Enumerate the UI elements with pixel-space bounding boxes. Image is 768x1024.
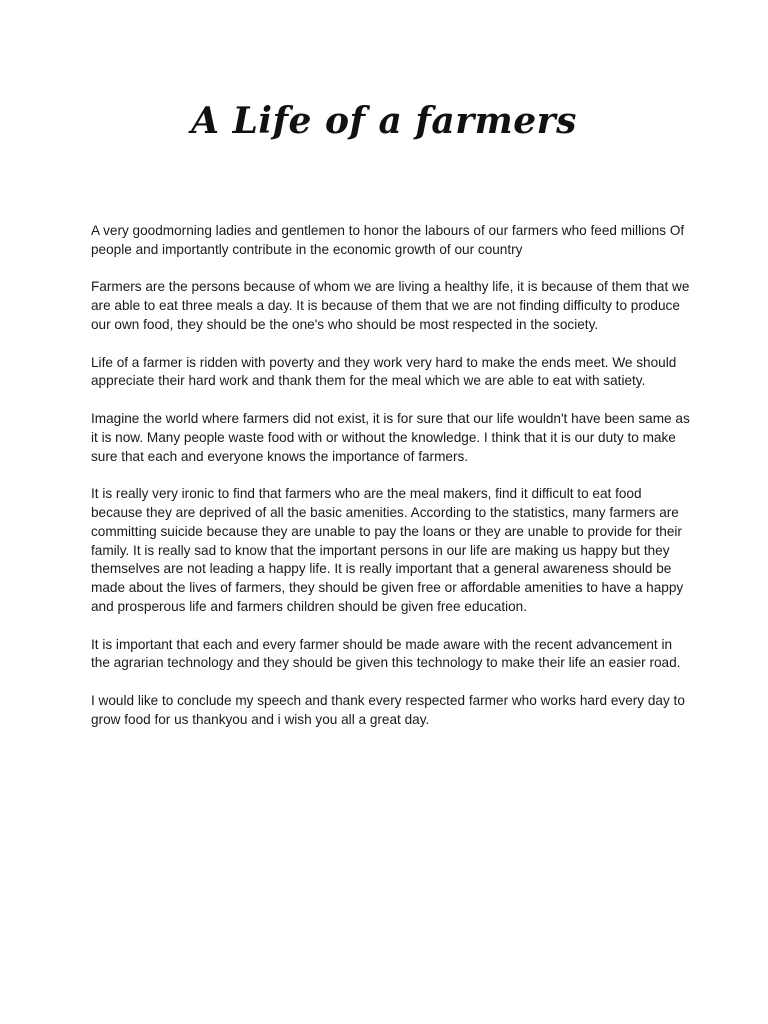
- paragraph-farmers-importance: Farmers are the persons because of whom we are living a healthy life, it is because of them that we are able to eat three meals a day. It is because of them that we are not finding difficulty to produce our own food, they should be the one's who should be most respected in the society.: [91, 279, 690, 332]
- paragraph-farmer-life: Life of a farmer is ridden with poverty and they work very hard to make the ends meet. We should appreciate their hard work and thank them for the meal which we are able to eat with satiety.: [91, 354, 677, 389]
- paragraph-greeting: A very goodmorning ladies and gentlemen to honor the labours of our farmers who feed millions Of people and importantly contribute in the economic growth of our country: [91, 223, 685, 257]
- document-body: [91, 222, 691, 748]
- paragraph-technology: It is important that each and every farmer should be made aware with the recent advancement in the agrarian technology and they should be given this technology to make their life an easier road.: [91, 636, 681, 671]
- paragraph-conclusion: I would like to conclude my speech and thank every respected farmer who works hard every day to grow food for us thankyou and i wish you all a great day.: [91, 692, 685, 727]
- paragraph-imagine-world: Imagine the world where farmers did not exist, it is for sure that our life wouldn't have been same as it is now. Many people waste food with or without the knowledge. I think that it is our duty to make sure that each and everyone knows the importance of farmers.: [91, 410, 690, 464]
- paragraph-irony: It is really very ironic to find that farmers who are the meal makers, find it difficult to eat food because they are deprived of all the basic amenities. According to the statistics, many farmers are committing suicide because they are unable to pay the loans or they are unable to provide for their family. It is really sad to know that the important persons in our life are making us happy but they themselves are not leading a happy life. It is really important that a general awareness should be made about the lives of farmers, they should be given free or affordable amenities to have a happy and prosperous life and farmers children should be given free education.: [91, 486, 684, 614]
- document-title: A Life of a farmers: [191, 100, 577, 142]
